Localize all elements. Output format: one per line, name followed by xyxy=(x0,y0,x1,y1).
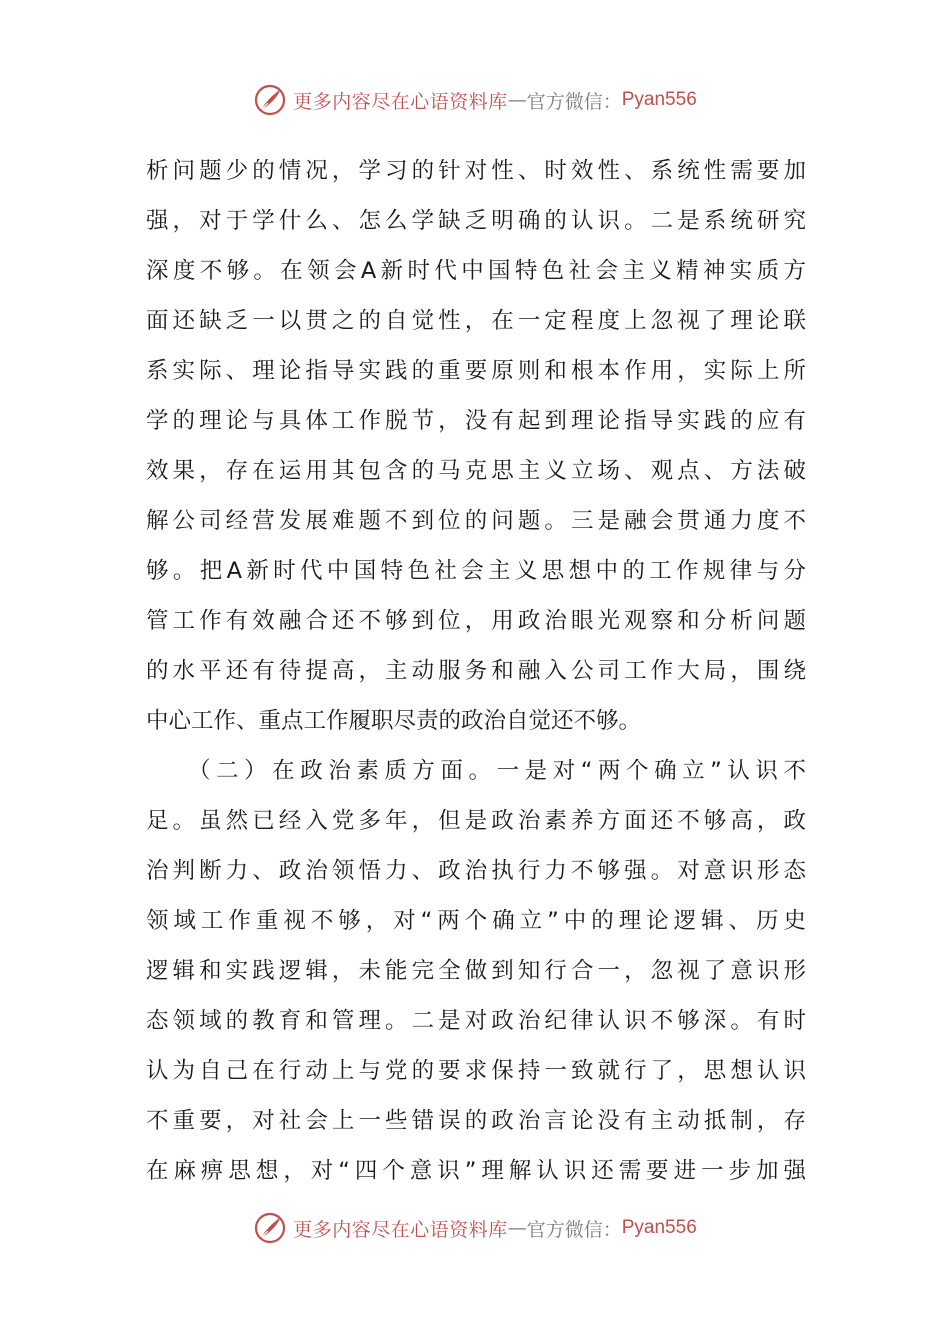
text-line: 解公司经营发展难题不到位的问题。三是融会贯通力度不 xyxy=(146,508,806,534)
text-line: 系实际、理论指导实践的重要原则和根本作用，实际上所 xyxy=(146,358,806,384)
text-line: 管工作有效融合还不够到位，用政治眼光观察和分析问题 xyxy=(146,608,806,634)
text-line: 深度不够。在领会A新时代中国特色社会主义精神实质方 xyxy=(146,258,806,284)
text-line: 逻辑和实践逻辑，未能完全做到知行合一，忽视了意识形 xyxy=(146,958,806,984)
text-line: 足。虽然已经入党多年，但是政治素养方面还不够高，政 xyxy=(146,808,806,834)
quill-logo-icon xyxy=(253,1211,287,1245)
header-watermark-banner xyxy=(0,80,950,120)
banner-wechat-label: 官方微信： xyxy=(526,90,622,113)
paragraph-end-line: 中心工作、重点工作履职尽责的政治自觉还不够。 xyxy=(146,708,642,734)
banner-wechat-id: Pyan556 xyxy=(621,89,697,110)
text-line: 面还缺乏一以贯之的自觉性，在一定程度上忽视了理论联 xyxy=(146,308,806,334)
text-line: 强，对于学什么、怎么学缺乏明确的认识。二是系统研究 xyxy=(146,208,806,234)
banner-wechat-id: Pyan556 xyxy=(621,1217,697,1238)
text-line: 治判断力、政治领悟力、政治执行力不够强。对意识形态 xyxy=(146,858,806,884)
text-line: 学的理论与具体工作脱节，没有起到理论指导实践的应有 xyxy=(146,408,806,434)
banner-wechat-label: 官方微信： xyxy=(526,1218,622,1241)
section-heading-line: （二）在政治素质方面。一是对“两个确立”认识不 xyxy=(188,758,806,784)
text-line: 态领域的教育和管理。二是对政治纪律认识不够深。有时 xyxy=(146,1008,806,1034)
quill-logo-icon xyxy=(253,83,287,117)
text-line: 析问题少的情况，学习的针对性、时效性、系统性需要加 xyxy=(146,158,806,184)
text-line: 够。把A新时代中国特色社会主义思想中的工作规律与分 xyxy=(146,558,806,584)
banner-brand-text: 更多内容尽在心语资料库 xyxy=(293,90,508,113)
banner-brand-text: 更多内容尽在心语资料库 xyxy=(293,1218,508,1241)
text-line: 领域工作重视不够，对“两个确立”中的理论逻辑、历史 xyxy=(146,908,806,934)
text-line: 不重要，对社会上一些错误的政治言论没有主动抵制，存 xyxy=(146,1108,806,1134)
banner-dash: — xyxy=(507,1217,527,1239)
text-line: 认为自己在行动上与党的要求保持一致就行了，思想认识 xyxy=(146,1058,806,1084)
text-line: 在麻痹思想，对“四个意识”理解认识还需要进一步加强 xyxy=(146,1158,806,1184)
document-body xyxy=(146,146,806,1196)
text-line: 的水平还有待提高，主动服务和融入公司工作大局，围绕 xyxy=(146,658,806,684)
text-line: 效果，存在运用其包含的马克思主义立场、观点、方法破 xyxy=(146,458,806,484)
footer-watermark-banner xyxy=(0,1208,950,1248)
banner-dash: — xyxy=(507,89,527,111)
